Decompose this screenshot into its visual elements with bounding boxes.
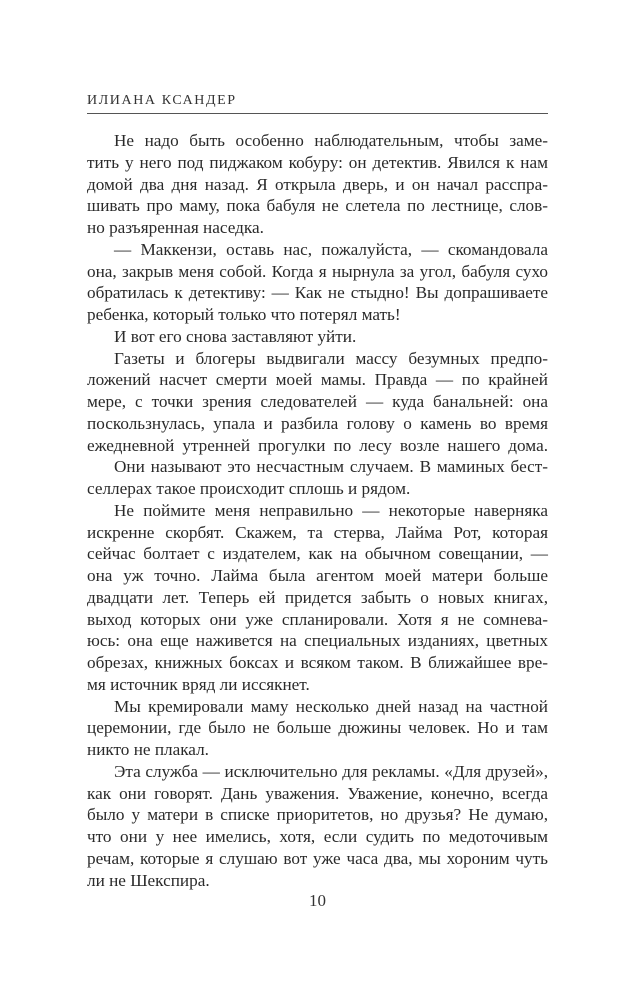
text-line: она, закрыв меня собой. Когда я нырнула за угол, бабуля сухо bbox=[87, 261, 548, 281]
text-line: И вот его снова заставляют уйти. bbox=[114, 326, 357, 346]
text-line: двадцати лет. Теперь ей придется забыть о новых книгах, bbox=[87, 587, 548, 607]
text-line: Газеты и блогеры выдвигали массу безумных предпо- bbox=[114, 348, 548, 368]
paragraph bbox=[87, 130, 548, 239]
text-line: что они у нее имелись, хотя, если судить по медоточивым bbox=[87, 827, 548, 846]
text-line: обрезах, книжных боксах и всяком таком. В ближайшее вре- bbox=[87, 653, 548, 672]
text-line: Не поймите меня неправильно — некоторые наверняка bbox=[114, 500, 548, 520]
paragraph bbox=[87, 456, 548, 500]
text-line: искренне скорбят. Скажем, та стерва, Лайма Рот, которая bbox=[87, 522, 548, 542]
text-line: Эта служба — исключительно для рекламы. «Для друзей», bbox=[114, 761, 548, 781]
paragraph bbox=[87, 696, 548, 761]
text-line: поскользнулась, упала и разбила голову о камень во время bbox=[87, 413, 548, 433]
text-line: речам, которые я слушаю вот уже часа два, мы хороним чуть bbox=[87, 848, 548, 868]
text-line: она уж точно. Лайма была агентом моей матери больше bbox=[87, 566, 548, 585]
text-line: но разъяренная наседка. bbox=[87, 218, 264, 237]
text-line: выход которых они уже спланировали. Хотя я не сомнева- bbox=[87, 609, 548, 629]
paragraph bbox=[87, 348, 548, 457]
text-line: Мы кремировали маму несколько дней назад на частной bbox=[114, 696, 548, 716]
text-line: ежедневной утренней прогулки по лесу возле нашего дома. bbox=[87, 435, 548, 455]
text-line: сейчас болтает с издателем, как на обычном совещании, — bbox=[87, 544, 548, 564]
paragraph bbox=[87, 239, 548, 326]
body-text bbox=[87, 130, 548, 891]
text-line: шивать про маму, пока бабуля не слетела по лестнице, слов- bbox=[87, 196, 548, 216]
text-line: юсь: она еще наживется на специальных изданиях, цветных bbox=[87, 631, 548, 651]
paragraph bbox=[87, 500, 548, 696]
header-rule bbox=[87, 113, 548, 114]
text-line: тить у него под пиджаком кобуру: он детектив. Явился к нам bbox=[87, 152, 548, 172]
paragraph bbox=[87, 761, 548, 892]
text-line: было у матери в списке приоритетов, но друзья? Не думаю, bbox=[87, 805, 548, 825]
running-head-author: ИЛИАНА КСАНДЕР bbox=[87, 93, 237, 108]
text-line: ли не Шекспира. bbox=[87, 870, 210, 890]
text-line: мя источник вряд ли иссякнет. bbox=[87, 674, 310, 694]
paragraph bbox=[87, 326, 548, 348]
text-line: как они говорят. Дань уважения. Уважение, конечно, всегда bbox=[87, 783, 548, 803]
text-line: ложений насчет смерти моей мамы. Правда — по крайней bbox=[87, 370, 548, 390]
text-line: домой два дня назад. Я открыла дверь, и он начал расспра- bbox=[87, 174, 548, 194]
page-number: 10 bbox=[309, 891, 326, 910]
text-line: ребенка, который только что потерял мать! bbox=[87, 305, 401, 324]
text-line: мере, с точки зрения следователей — куда банальней: она bbox=[87, 392, 548, 411]
text-line: Они называют это несчастным случаем. В маминых бест- bbox=[114, 457, 548, 477]
text-line: никто не плакал. bbox=[87, 740, 209, 759]
text-line: — Маккензи, оставь нас, пожалуйста, — скомандовала bbox=[114, 239, 548, 259]
text-line: Не надо быть особенно наблюдательным, чтобы заме- bbox=[114, 131, 548, 150]
text-line: церемонии, где было не больше дюжины человек. Но и там bbox=[87, 718, 548, 738]
text-line: селлерах такое происходит сплошь и рядом. bbox=[87, 479, 411, 498]
text-line: обратилась к детективу: — Как не стыдно! Вы допрашиваете bbox=[87, 283, 548, 303]
